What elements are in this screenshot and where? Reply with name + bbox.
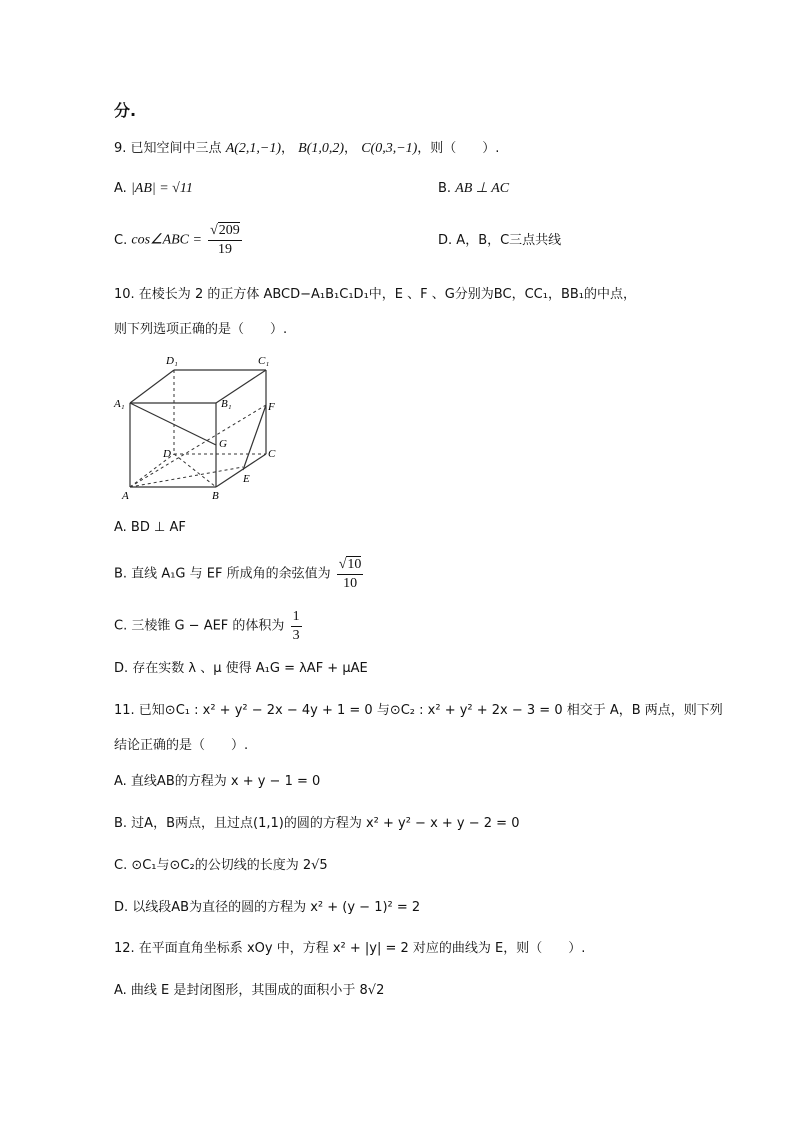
label-d1: D₁ (166, 355, 178, 367)
question-11-stem-line1: 11. 已知⊙C₁ : x² + y² − 2x − 4y + 1 = 0 与⊙C₂ : x² + y² + 2x − 3 = 0 相交于 A，B 两点，则下列 (114, 703, 723, 718)
q9-option-b (438, 180, 509, 198)
q10-option-b-fraction: $\frac{√10}{10}$ (338, 557, 362, 591)
q10-option-c (114, 608, 304, 645)
q9-point-a: A(2,1,−1) (225, 141, 282, 156)
q10-option-c-text: C. 三棱锥 G − AEF 的体积为 (114, 618, 285, 634)
q9-option-a-expr: |AB| = √11 (130, 181, 193, 196)
q9-option-c-denominator: 19 (217, 242, 232, 257)
section-tail-text: 分. (114, 101, 137, 120)
q9-option-c (114, 222, 244, 259)
q9-point-c: C(0,3,−1) (361, 141, 418, 156)
q9-stem-text: 9. 已知空间中三点 (114, 141, 222, 156)
q9-option-c-numerator: 209 (218, 223, 240, 238)
q9-option-d-text: A，B，C三点共线 (456, 233, 562, 248)
question-12-stem: 12. 在平面直角坐标系 xOy 中，方程 x² + |y| = 2 对应的曲线为 E，则（ ）. (114, 941, 586, 956)
q9-option-d (438, 232, 561, 250)
q9-option-c-label: C. (114, 233, 128, 248)
q11-option-d: D. 以线段AB为直径的圆的方程为 x² + (y − 1)² = 2 (114, 900, 421, 915)
q10-option-b (114, 556, 365, 593)
q9-point-b: B(1,0,2) (298, 141, 345, 156)
q9-option-c-fraction: $\frac{√209}{19}$ (210, 223, 240, 257)
q12-option-a: A. 曲线 E 是封闭图形，其围成的面积小于 8√2 (114, 983, 385, 998)
q11-option-c: C. ⊙C₁与⊙C₂的公切线的长度为 2√5 (114, 858, 328, 873)
q10-option-b-text: B. 直线 A₁G 与 EF 所成角的余弦值为 (114, 566, 331, 582)
label-b1: B₁ (221, 398, 232, 410)
label-e: E (243, 473, 250, 485)
question-10-stem-line2: 则下列选项正确的是（ ）. (114, 322, 288, 337)
q9-option-c-lhs: cos∠ABC = (131, 232, 202, 248)
question-10-stem-line1: 10. 在棱长为 2 的正方体 ABCD−A₁B₁C₁D₁中，E 、F 、G分别为BC，CC₁，BB₁的中点， (114, 287, 636, 302)
label-a: A (122, 490, 129, 502)
cube-figure (110, 350, 290, 505)
q9-option-b-label: B. (438, 181, 452, 196)
question-9-stem: 9. 已知空间中三点 A(2,1,−1)， B(1,0,2)， C(0,3,−1)，则（ ）. (114, 141, 500, 156)
label-b: B (212, 490, 219, 502)
q11-option-b: B. 过A，B两点，且过点(1,1)的圆的方程为 x² + y² − x + y − 2 = 0 (114, 816, 520, 831)
label-f: F (268, 401, 275, 413)
q10-option-c-numerator: 1 (291, 608, 302, 627)
q9-option-d-label: D. (438, 233, 453, 248)
q10-option-a: A. BD ⊥ AF (114, 520, 186, 535)
q10-option-c-denominator: 3 (292, 628, 300, 643)
label-d: D (163, 448, 171, 460)
q10-option-d: D. 存在实数 λ 、μ 使得 A₁G = λAF + μAE (114, 661, 368, 676)
q9-option-b-expr: AB ⊥ AC (455, 181, 510, 196)
label-c1: C₁ (258, 355, 270, 367)
q9-option-a-label: A. (114, 181, 127, 196)
q9-option-a (114, 180, 193, 198)
q11-option-a: A. 直线AB的方程为 x + y − 1 = 0 (114, 774, 321, 789)
question-11-stem-line2: 结论正确的是（ ）. (114, 738, 249, 753)
label-a1: A₁ (114, 398, 125, 410)
label-g: G (219, 438, 227, 450)
label-c: C (268, 448, 276, 460)
q9-tail: ，则（ ）. (417, 141, 500, 156)
q10-option-b-numerator: 10 (347, 557, 362, 572)
q10-option-c-fraction (291, 608, 302, 645)
q10-option-b-denominator: 10 (343, 576, 358, 591)
